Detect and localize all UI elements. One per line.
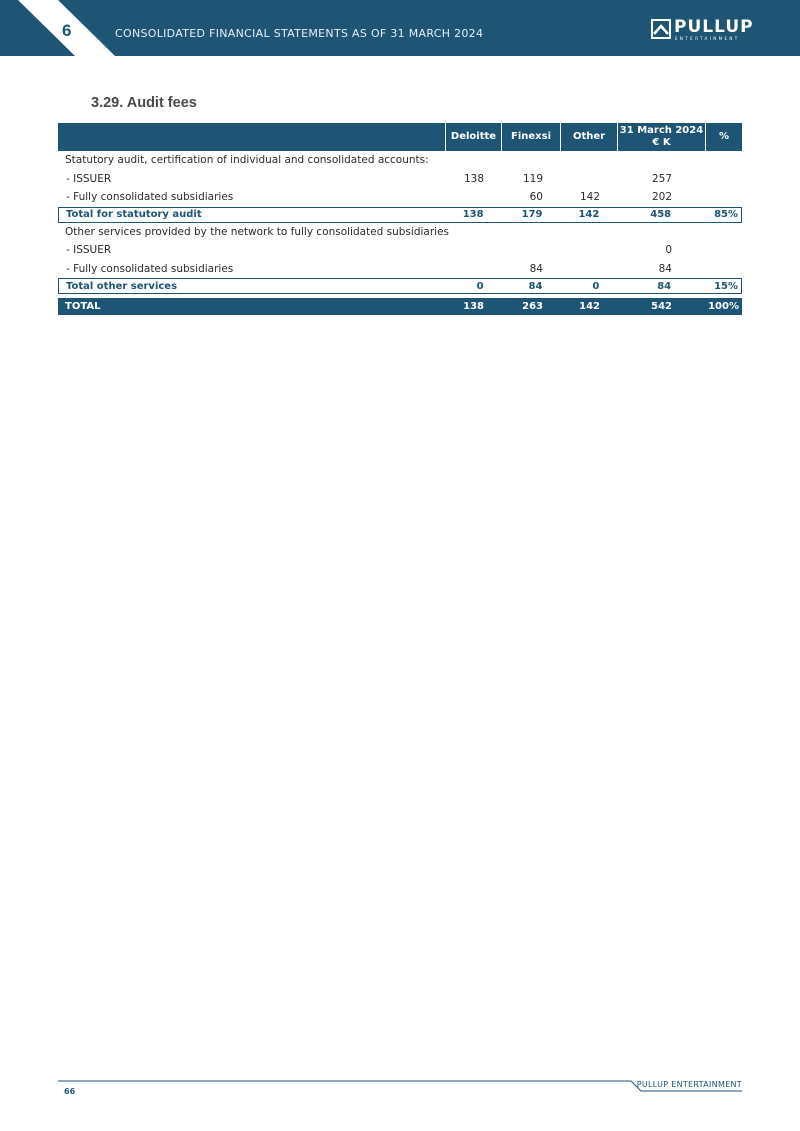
column-header-percent: % [705,123,742,151]
cell-other: 142 [579,191,600,204]
cell-deloitte: 138 [462,209,484,220]
column-header-finexsi: Finexsi [501,123,560,151]
cell-deloitte: 138 [463,172,484,185]
cell-label: Statutory audit, certification of individual and consolidated accounts: [65,154,429,167]
grand-total-row [58,298,742,315]
table-row [58,241,742,260]
column-header-label [58,123,445,151]
logo-wordmark: PULLUP [674,17,754,37]
page-number: 66 [64,1087,76,1096]
cell-other: 142 [578,209,600,220]
column-header-other: Other [560,123,617,151]
cell-deloitte: 0 [476,280,484,292]
cell-finexsi: 179 [521,209,543,220]
cell-other: 142 [579,301,600,312]
column-header-deloitte: Deloitte [445,123,501,151]
table-header [58,123,742,151]
cell-total: 542 [651,301,672,312]
cell-percent: 15% [714,280,739,292]
table-row [58,170,742,189]
cell-finexsi: 84 [529,262,543,275]
cell-label: Total other services [66,280,178,292]
cell-percent: 85% [714,209,739,220]
cell-total: 0 [665,244,672,257]
table-body [58,151,742,315]
cell-label: TOTAL [65,301,101,312]
section-title: 3.29. Audit fees [91,95,197,111]
cell-label: - ISSUER [66,244,112,257]
table-row [58,260,742,279]
cell-total: 84 [658,262,672,275]
cell-finexsi: 60 [529,191,543,204]
section-row [58,151,742,170]
logo-mark-icon [651,19,671,39]
audit-fees-table [58,123,742,315]
logo-tagline: ENTERTAINMENT [675,36,740,41]
cell-deloitte: 138 [463,301,484,312]
cell-finexsi: 263 [522,301,543,312]
cell-total: 84 [657,280,672,292]
footer-company-name: PULLUP ENTERTAINMENT [636,1080,742,1089]
cell-label: Total for statutory audit [66,209,202,220]
cell-total: 202 [651,191,672,204]
cell-finexsi: 84 [528,280,543,292]
page-header [0,0,800,56]
chapter-number: 6 [62,21,72,40]
cell-finexsi: 119 [522,172,543,185]
company-logo [651,17,754,42]
chapter-tab-shape [0,0,115,56]
cell-label: Other services provided by the network to fully consolidated subsidiaries [65,225,450,238]
subtotal-row [58,207,742,223]
cell-percent: 100% [708,301,739,312]
column-header-total: 31 March 2024 € K [617,123,705,151]
document-title: CONSOLIDATED FINANCIAL STATEMENTS AS OF 31 MARCH 2024 [115,27,484,40]
cell-label: - Fully consolidated subsidiaries [66,262,234,275]
cell-other: 0 [592,280,600,292]
cell-total: 257 [651,172,672,185]
cell-label: - ISSUER [66,172,112,185]
cell-total: 458 [650,209,672,220]
table-row [58,188,742,207]
cell-label: - Fully consolidated subsidiaries [66,191,234,204]
section-row [58,223,742,242]
subtotal-row [58,278,742,294]
